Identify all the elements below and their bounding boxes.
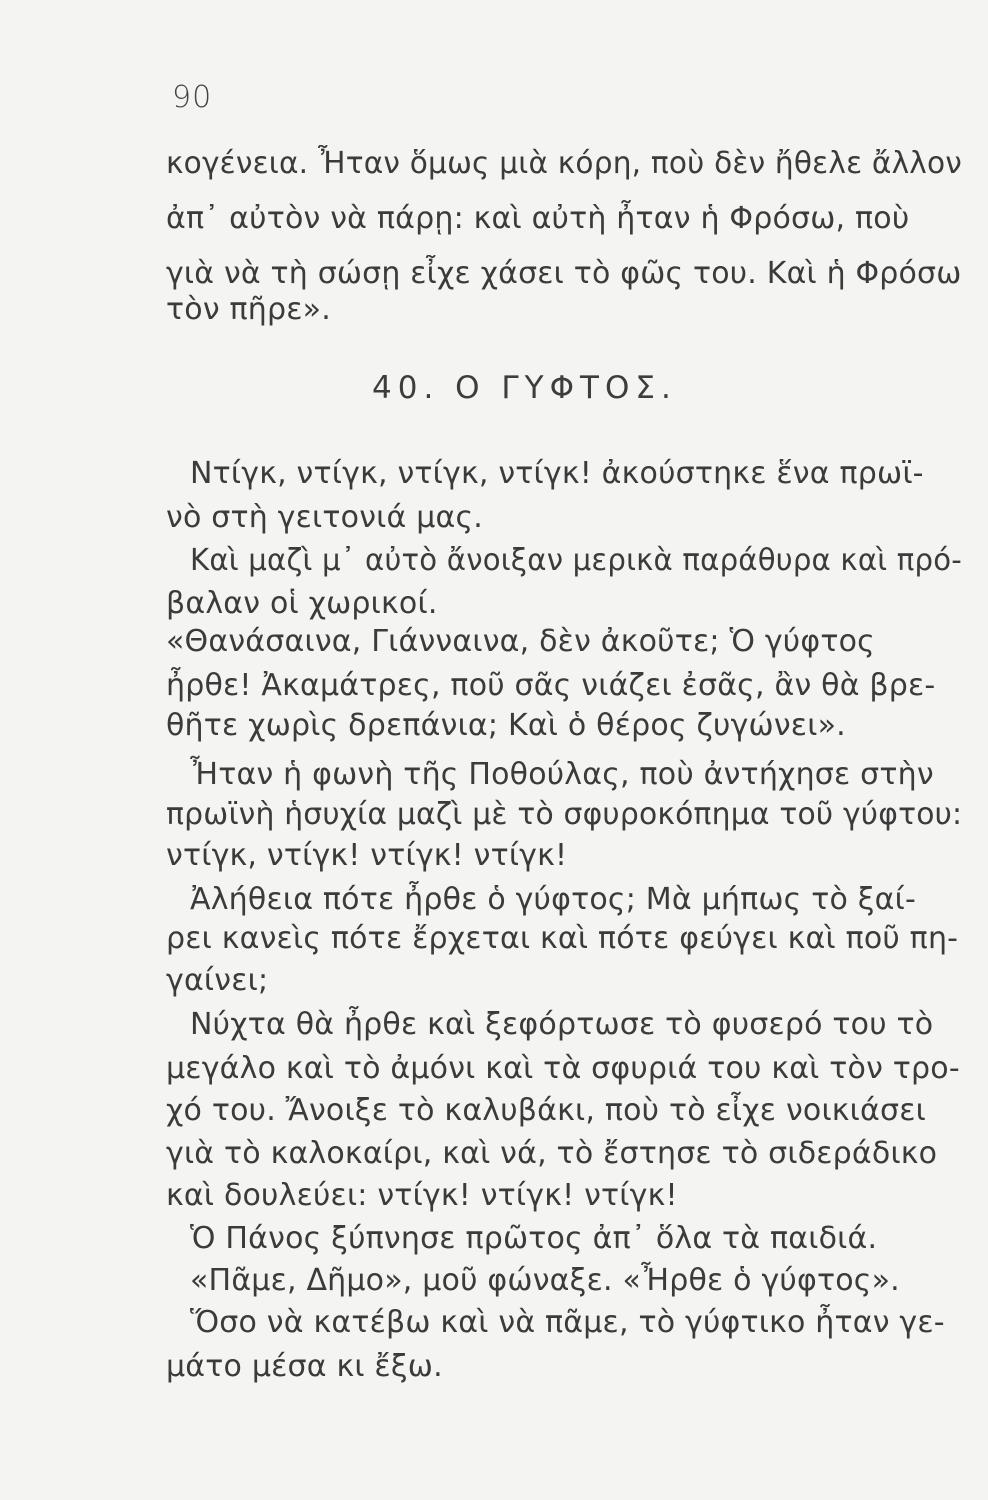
text-line: Ὁ Πάνος ξύπνησε πρῶτος ἀπ᾽ ὅλα τὰ παιδιά. [190, 1221, 878, 1256]
text-line: γαίνει; [166, 963, 269, 998]
text-line: Καὶ μαζὶ μ᾽ αὐτὸ ἄνοιξαν μερικὰ παράθυρα καὶ πρό- [190, 543, 963, 578]
text-line: ἦρθε! Ἀκαμάτρες, ποῦ σᾶς νιάζει ἐσᾶς, ἂν θὰ βρε- [166, 668, 936, 703]
text-line: Ντίγκ, ντίγκ, ντίγκ, ντίγκ! ἀκούστηκε ἕνα πρωϊ- [190, 456, 924, 491]
text-line: ντίγκ, ντίγκ! ντίγκ! ντίγκ! [166, 838, 568, 873]
text-line: μάτο μέσα κι ἔξω. [166, 1349, 443, 1384]
text-line: τὸν πῆρε». [166, 292, 331, 327]
text-line: νὸ στὴ γειτονιά μας. [166, 500, 484, 535]
text-line: Ἦταν ἡ φωνὴ τῆς Ποθούλας, ποὺ ἀντήχησε στὴν [190, 757, 934, 792]
text-line: χό του. Ἄνοιξε τὸ καλυβάκι, ποὺ τὸ εἶχε νοικιάσει [166, 1093, 926, 1128]
text-line: πρωϊνὴ ἡσυχία μαζὶ μὲ τὸ σφυροκόπημα τοῦ γύφτου: [166, 797, 963, 832]
text-line: θῆτε χωρὶς δρεπάνια; Καὶ ὁ θέρος ζυγώνει». [166, 708, 846, 743]
text-line: γιὰ νὰ τὴ σώσῃ εἶχε χάσει τὸ φῶς του. Καὶ ἡ Φρόσω [166, 256, 962, 291]
text-line: μεγάλο καὶ τὸ ἀμόνι καὶ τὰ σφυριά του καὶ τὸν τρο- [166, 1051, 960, 1086]
text-line: γιὰ τὸ καλοκαίρι, καὶ νά, τὸ ἔστησε τὸ σιδεράδικο [166, 1136, 938, 1171]
page-number: 90 [172, 80, 213, 115]
text-line: καὶ δουλεύει: ντίγκ! ντίγκ! ντίγκ! [166, 1178, 678, 1213]
chapter-title: 40. Ο ΓΥΦΤΟΣ. [372, 370, 677, 406]
text-line: Ἀλήθεια πότε ἦρθε ὁ γύφτος; Μὰ μήπως τὸ ξαί- [190, 882, 917, 917]
text-line: ρει κανεὶς πότε ἔρχεται καὶ πότε φεύγει καὶ ποῦ πη- [166, 921, 959, 956]
text-line: ἀπ᾽ αὐτὸν νὰ πάρῃ: καὶ αὐτὴ ἦταν ἡ Φρόσω, ποὺ [166, 201, 910, 236]
text-line: Ὅσο νὰ κατέβω καὶ νὰ πᾶμε, τὸ γύφτικο ἦταν γε- [190, 1305, 945, 1340]
text-line: κογένεια. Ἦταν ὅμως μιὰ κόρη, ποὺ δὲν ἤθελε ἄλλον [166, 146, 963, 181]
text-line: Νύχτα θὰ ἦρθε καὶ ξεφόρτωσε τὸ φυσερό του τὸ [190, 1007, 934, 1042]
text-line: «Θανάσαινα, Γιάνναινα, δὲν ἀκοῦτε; Ὁ γύφτος [166, 624, 875, 659]
text-line: «Πᾶμε, Δῆμο», μοῦ φώναξε. «Ἦρθε ὁ γύφτος». [190, 1263, 900, 1298]
text-line: βαλαν οἱ χωρικοί. [166, 586, 438, 621]
